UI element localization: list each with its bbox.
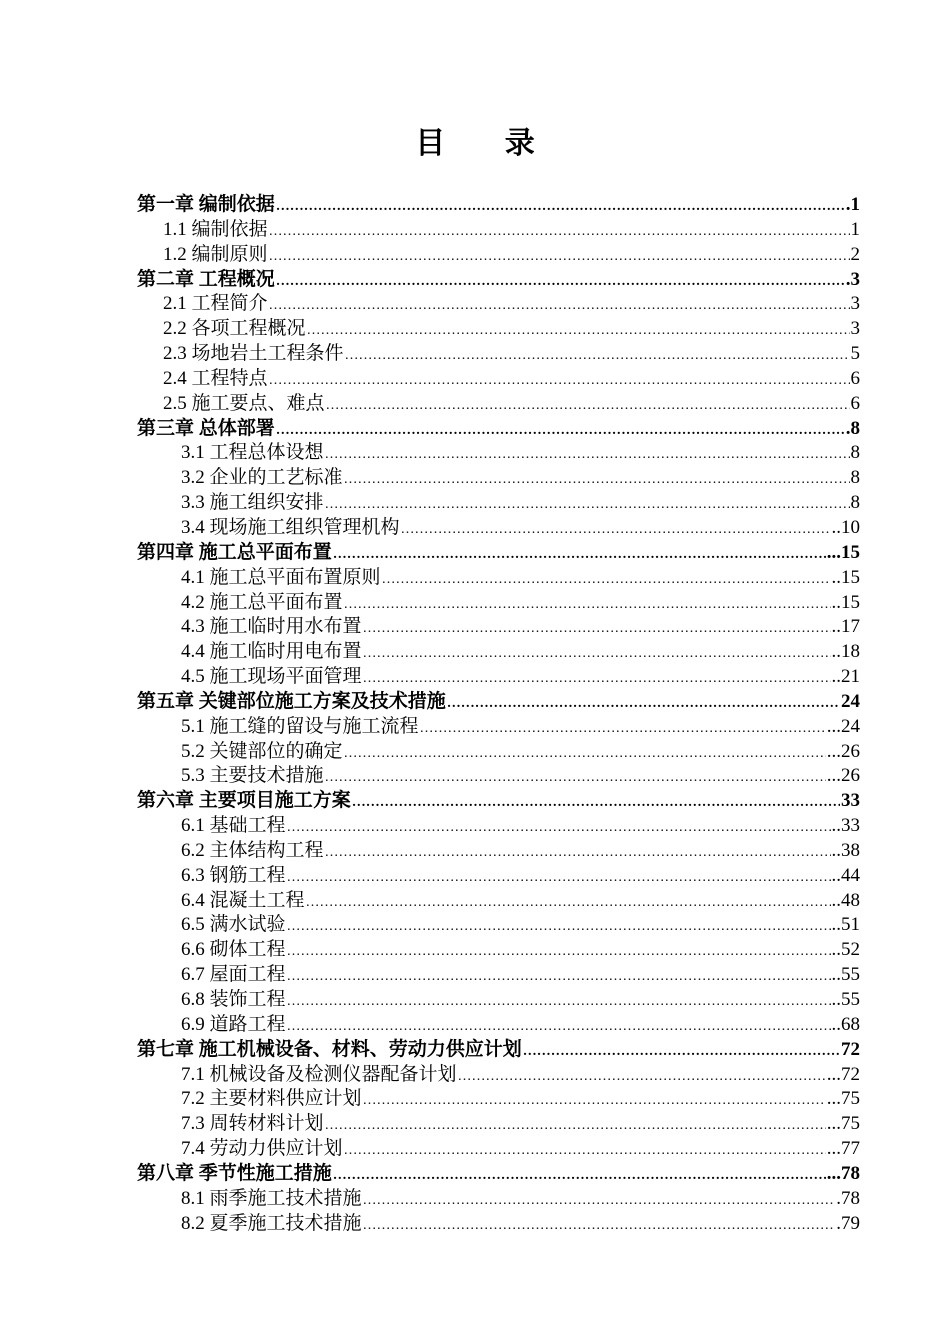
toc-entry-label: 4.2 施工总平面布置: [181, 591, 343, 613]
dot-leader: [269, 220, 850, 245]
dot-leader: [363, 1089, 826, 1114]
toc-section-entry[interactable]: [137, 317, 860, 342]
toc-section-entry[interactable]: [137, 566, 860, 591]
dot-leader: [287, 915, 831, 940]
dot-leader: [287, 940, 831, 965]
dot-leader: [363, 617, 831, 642]
toc-entry-label: 5.1 施工缝的留设与施工流程: [181, 715, 419, 737]
toc-section-entry[interactable]: [137, 466, 860, 491]
toc-section-entry[interactable]: [137, 491, 860, 516]
toc-entry-label: 第三章 总体部署: [137, 417, 275, 439]
table-of-contents: [137, 193, 860, 1236]
dot-leader: [363, 667, 831, 692]
toc-entry-label: 3.1 工程总体设想: [181, 442, 324, 464]
dot-leader: [401, 518, 831, 543]
toc-chapter-entry[interactable]: [137, 690, 860, 715]
toc-entry-label: 第二章 工程概况: [137, 268, 275, 290]
toc-entry-label: 6.7 屋面工程: [181, 964, 286, 986]
dot-leader: [325, 766, 826, 791]
dot-leader: [333, 543, 826, 568]
toc-section-entry[interactable]: [137, 342, 860, 367]
dot-leader: [287, 965, 831, 990]
toc-section-entry[interactable]: [137, 814, 860, 839]
toc-page-number: ...75: [826, 1088, 860, 1110]
toc-section-entry[interactable]: [137, 591, 860, 616]
toc-page-number: ..33: [831, 815, 860, 837]
toc-entry-label: 8.2 夏季施工技术措施: [181, 1212, 362, 1234]
toc-section-entry[interactable]: [137, 913, 860, 938]
dot-leader: [420, 717, 826, 742]
toc-section-entry[interactable]: [137, 615, 860, 640]
toc-page-number: ...24: [826, 715, 860, 737]
toc-section-entry[interactable]: [137, 715, 860, 740]
toc-chapter-entry[interactable]: [137, 789, 860, 814]
toc-section-entry[interactable]: [137, 516, 860, 541]
toc-page-number: ..17: [831, 616, 860, 638]
toc-page-number: ..38: [831, 839, 860, 861]
dot-leader: [269, 369, 850, 394]
toc-page-number: 24: [841, 690, 860, 712]
toc-page-number: ..55: [831, 964, 860, 986]
toc-entry-label: 2.4 工程特点: [163, 367, 268, 389]
toc-entry-label: 6.2 主体结构工程: [181, 839, 324, 861]
toc-page-number: ..52: [831, 939, 860, 961]
dot-leader: [326, 394, 850, 419]
dot-leader: [382, 568, 831, 593]
toc-entry-label: 第五章 关键部位施工方案及技术措施: [137, 690, 446, 712]
dot-leader: [523, 1040, 840, 1065]
toc-chapter-entry[interactable]: [137, 268, 860, 293]
toc-section-entry[interactable]: [137, 640, 860, 665]
toc-chapter-entry[interactable]: [137, 1038, 860, 1063]
dot-leader: [447, 692, 840, 717]
toc-page-number: 72: [841, 1038, 860, 1060]
dot-leader: [325, 1114, 826, 1139]
toc-page-number: ...15: [826, 541, 860, 563]
dot-leader: [344, 593, 831, 618]
toc-section-entry[interactable]: [137, 740, 860, 765]
toc-page-number: 5: [850, 343, 860, 365]
toc-section-entry[interactable]: [137, 889, 860, 914]
toc-page-number: ..15: [831, 591, 860, 613]
toc-entry-label: 8.1 雨季施工技术措施: [181, 1187, 362, 1209]
toc-section-entry[interactable]: [137, 665, 860, 690]
toc-entry-label: 1.2 编制原则: [163, 243, 268, 265]
dot-leader: [306, 891, 831, 916]
toc-entry-label: 6.5 满水试验: [181, 914, 286, 936]
toc-entry-label: 7.4 劳动力供应计划: [181, 1138, 343, 1160]
toc-entry-label: 第一章 编制依据: [137, 194, 275, 215]
toc-page-number: ...77: [826, 1138, 860, 1160]
dot-leader: [363, 1189, 836, 1214]
toc-page-number: .8: [845, 417, 860, 439]
toc-section-entry[interactable]: [137, 839, 860, 864]
toc-page-number: 6: [850, 367, 860, 389]
toc-entry-label: 3.4 现场施工组织管理机构: [181, 516, 400, 538]
toc-entry-label: 5.3 主要技术措施: [181, 765, 324, 787]
toc-page-number: 3: [850, 293, 860, 315]
dot-leader: [352, 791, 840, 816]
toc-page-number: ...26: [826, 740, 860, 762]
toc-section-entry[interactable]: [137, 764, 860, 789]
toc-section-entry[interactable]: [137, 292, 860, 317]
toc-page-number: 8: [850, 467, 860, 489]
dot-leader: [458, 1065, 826, 1090]
toc-page-number: ..48: [831, 889, 860, 911]
toc-page-number: ...78: [826, 1162, 860, 1184]
dot-leader: [269, 294, 850, 319]
dot-leader: [307, 319, 850, 344]
toc-entry-label: 4.3 施工临时用水布置: [181, 616, 362, 638]
toc-page-number: ..51: [831, 914, 860, 936]
toc-entry-label: 4.1 施工总平面布置原则: [181, 566, 381, 588]
toc-chapter-entry[interactable]: [137, 1162, 860, 1187]
toc-entry-label: 6.4 混凝土工程: [181, 889, 305, 911]
dot-leader: [325, 493, 850, 518]
toc-page-number: 2: [850, 243, 860, 265]
toc-entry-label: 7.2 主要材料供应计划: [181, 1088, 362, 1110]
toc-entry-label: 2.2 各项工程概况: [163, 318, 306, 340]
toc-entry-label: 2.3 场地岩土工程条件: [163, 343, 344, 365]
dot-leader: [325, 443, 850, 468]
toc-section-entry[interactable]: [137, 367, 860, 392]
toc-entry-label: 6.1 基础工程: [181, 815, 286, 837]
toc-page-number: .1: [845, 194, 860, 215]
toc-section-entry[interactable]: [137, 243, 860, 268]
toc-entry-label: 6.3 钢筋工程: [181, 864, 286, 886]
toc-entry-label: 第八章 季节性施工措施: [137, 1162, 332, 1184]
dot-leader: [287, 816, 831, 841]
toc-section-entry[interactable]: [137, 963, 860, 988]
toc-section-entry[interactable]: [137, 1137, 860, 1162]
dot-leader: [333, 1164, 826, 1189]
dot-leader: [276, 195, 845, 220]
toc-entry-label: 7.3 周转材料计划: [181, 1113, 324, 1135]
toc-page-number: ..68: [831, 1013, 860, 1035]
dot-leader: [269, 245, 850, 270]
toc-chapter-entry[interactable]: [137, 193, 860, 218]
dot-leader: [287, 1015, 831, 1040]
toc-section-entry[interactable]: [137, 1013, 860, 1038]
toc-entry-label: 6.9 道路工程: [181, 1013, 286, 1035]
toc-entry-label: 4.5 施工现场平面管理: [181, 666, 362, 688]
toc-page-number: 8: [850, 492, 860, 514]
toc-section-entry[interactable]: [137, 988, 860, 1013]
toc-entry-label: 2.5 施工要点、难点: [163, 392, 325, 414]
toc-entry-label: 第四章 施工总平面布置: [137, 541, 332, 563]
toc-page-number: ..44: [831, 864, 860, 886]
toc-section-entry[interactable]: [137, 1187, 860, 1212]
dot-leader: [287, 866, 831, 891]
toc-section-entry[interactable]: [137, 218, 860, 243]
toc-entry-label: 3.3 施工组织安排: [181, 492, 324, 514]
toc-page-number: .3: [845, 268, 860, 290]
toc-page-number: ..18: [831, 641, 860, 663]
toc-section-entry[interactable]: [137, 392, 860, 417]
toc-entry-label: 7.1 机械设备及检测仪器配备计划: [181, 1063, 457, 1085]
toc-section-entry[interactable]: [137, 1112, 860, 1137]
toc-page-number: ...75: [826, 1113, 860, 1135]
dot-leader: [344, 1139, 826, 1164]
toc-page-number: 6: [850, 392, 860, 414]
dot-leader: [344, 742, 826, 767]
toc-page-number: 33: [841, 790, 860, 812]
toc-section-entry[interactable]: [137, 864, 860, 889]
toc-section-entry[interactable]: [137, 1063, 860, 1088]
toc-page-number: ..15: [831, 566, 860, 588]
toc-entry-label: 6.6 砌体工程: [181, 939, 286, 961]
toc-entry-label: 6.8 装饰工程: [181, 989, 286, 1010]
toc-page-number: 8: [850, 442, 860, 464]
toc-entry-label: 4.4 施工临时用电布置: [181, 641, 362, 663]
toc-page-number: ..10: [831, 516, 860, 538]
dot-leader: [344, 468, 850, 493]
dot-leader: [363, 642, 831, 667]
toc-entry-label: 3.2 企业的工艺标准: [181, 467, 343, 489]
toc-page-number: .79: [836, 1212, 860, 1234]
toc-entry-label: 5.2 关键部位的确定: [181, 740, 343, 762]
toc-page-number: 1: [850, 218, 860, 240]
toc-entry-label: 第六章 主要项目施工方案: [137, 790, 351, 812]
toc-entry-label: 2.1 工程简介: [163, 293, 268, 315]
dot-leader: [276, 419, 845, 444]
toc-section-entry[interactable]: [137, 1087, 860, 1112]
toc-page-number: ..21: [831, 666, 860, 688]
toc-chapter-entry[interactable]: [137, 541, 860, 566]
page-title: 目 录: [415, 127, 561, 160]
toc-page-number: .78: [836, 1187, 860, 1209]
dot-leader: [276, 270, 845, 295]
toc-section-entry[interactable]: [137, 1212, 860, 1237]
toc-entry-label: 1.1 编制依据: [163, 218, 268, 240]
toc-page-number: ...26: [826, 765, 860, 787]
toc-page-number: ..55: [831, 989, 860, 1010]
toc-section-entry[interactable]: [137, 938, 860, 963]
toc-page-number: ...72: [826, 1063, 860, 1085]
toc-entry-label: 第七章 施工机械设备、材料、劳动力供应计划: [137, 1038, 522, 1060]
toc-section-entry[interactable]: [137, 441, 860, 466]
dot-leader: [345, 344, 850, 369]
dot-leader: [287, 990, 831, 1015]
dot-leader: [325, 841, 831, 866]
dot-leader: [363, 1214, 836, 1239]
toc-chapter-entry[interactable]: [137, 417, 860, 442]
toc-page-number: 3: [850, 318, 860, 340]
